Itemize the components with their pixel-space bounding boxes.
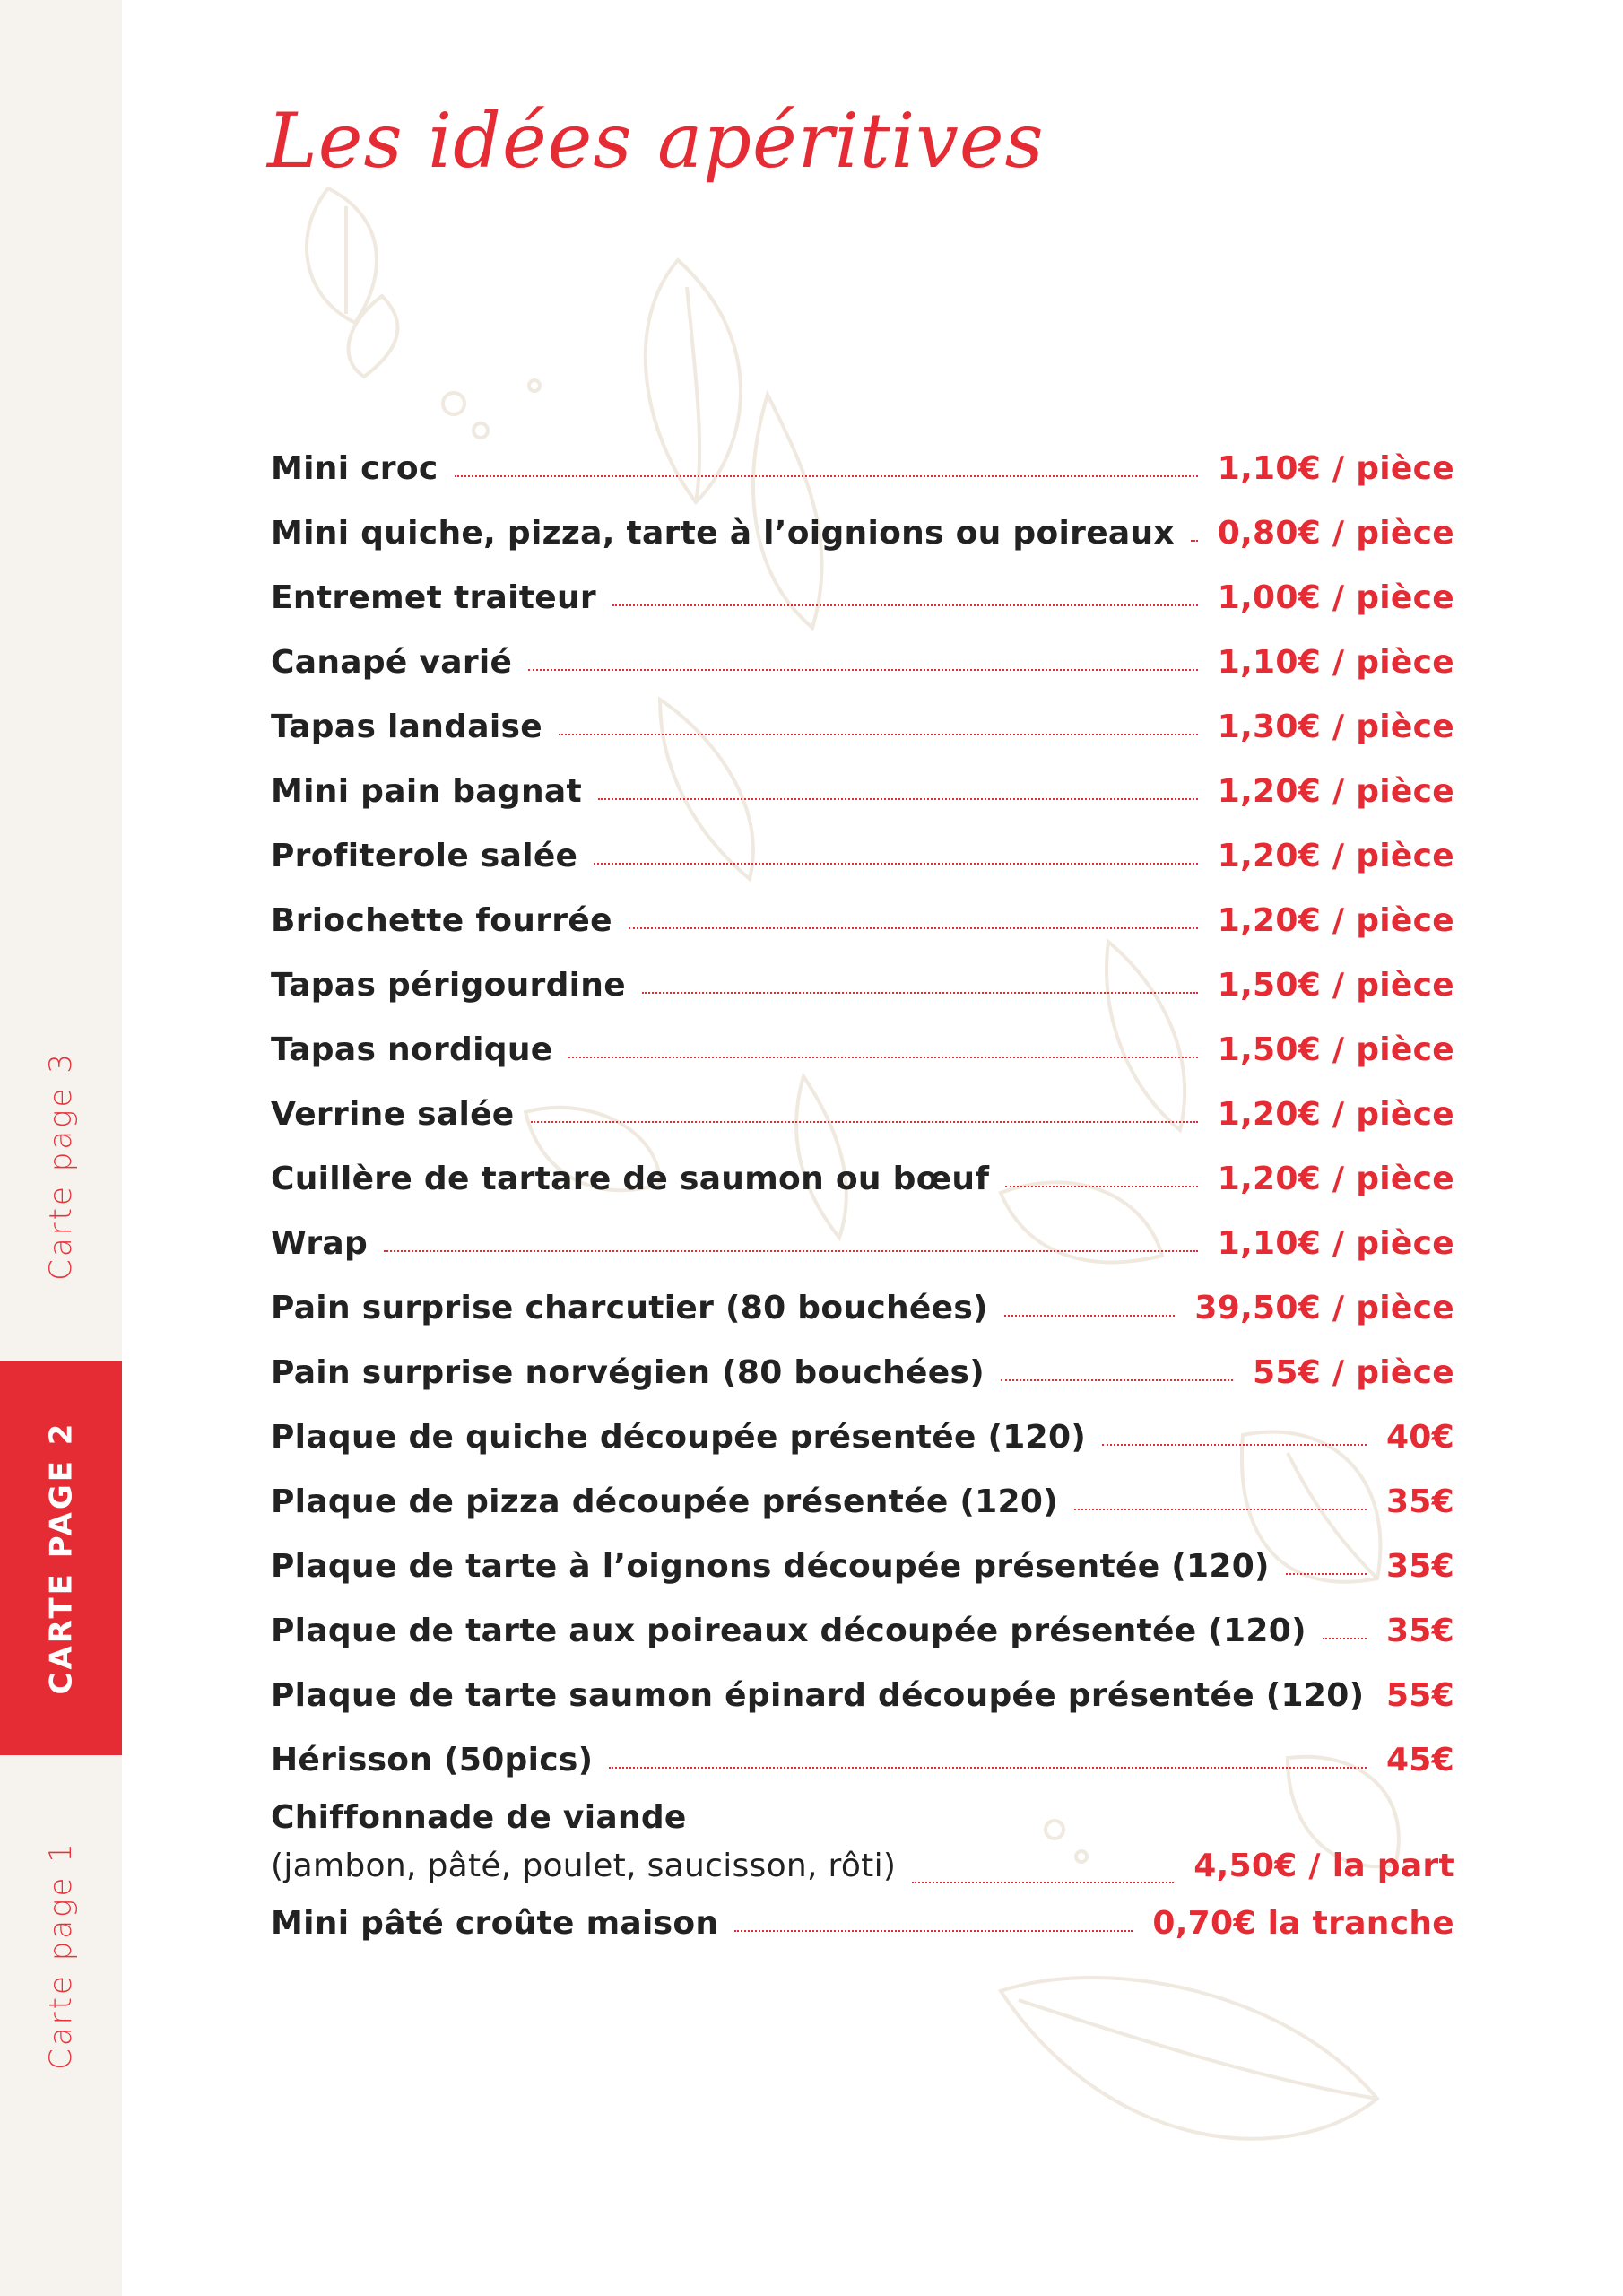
dotted-leader [384, 1250, 1198, 1252]
tab-carte-page-1[interactable] [0, 1803, 122, 2108]
item-name: Tapas nordique [271, 1031, 553, 1068]
item-name: Tapas périgourdine [271, 966, 626, 1004]
dotted-leader [1323, 1638, 1367, 1639]
dotted-leader [528, 669, 1198, 671]
menu-item [271, 1891, 1454, 1955]
menu-item [271, 436, 1454, 500]
menu-list [271, 436, 1454, 1955]
dotted-leader [1074, 1509, 1367, 1510]
item-price: 1,20€ / pièce [1217, 837, 1454, 874]
menu-item [271, 694, 1454, 759]
side-tab-strip [0, 0, 122, 2296]
menu-item [271, 1405, 1454, 1469]
item-price: 45€ [1385, 1741, 1454, 1779]
item-price: 55€ [1385, 1676, 1454, 1714]
item-price: 0,80€ / pièce [1217, 514, 1454, 552]
menu-item [271, 1598, 1454, 1663]
dotted-leader [1191, 540, 1198, 542]
item-price: 40€ [1385, 1418, 1454, 1456]
item-name: Plaque de tarte aux poireaux découpée présentée (120) [271, 1612, 1306, 1649]
item-name: Verrine salée [271, 1095, 515, 1133]
item-price: 1,20€ / pièce [1217, 1095, 1454, 1133]
page-title: Les idées apéritives [267, 97, 1045, 185]
menu-item [271, 1340, 1454, 1405]
tab-carte-page-3[interactable] [0, 1022, 122, 1309]
dotted-leader [1004, 1315, 1175, 1317]
item-price: 39,50€ / pièce [1194, 1289, 1454, 1326]
item-name: Pain surprise norvégien (80 bouchées) [271, 1353, 985, 1391]
item-price: 1,50€ / pièce [1217, 966, 1454, 1004]
item-name: Plaque de tarte à l’oignons découpée présentée (120) [271, 1547, 1270, 1585]
item-name: Cuillère de tartare de saumon ou bœuf [271, 1160, 990, 1197]
dotted-leader [1286, 1573, 1367, 1575]
dotted-leader [1102, 1444, 1367, 1446]
tab-carte-page-2[interactable] [0, 1361, 122, 1755]
item-price: 35€ [1385, 1483, 1454, 1520]
item-price: 1,20€ / pièce [1217, 772, 1454, 810]
dotted-leader [598, 798, 1198, 800]
menu-item [271, 823, 1454, 888]
item-price: 35€ [1385, 1547, 1454, 1585]
menu-item [271, 630, 1454, 694]
item-description: (jambon, pâté, poulet, saucisson, rôti) [271, 1848, 897, 1884]
item-name: Plaque de quiche découpée présentée (120) [271, 1418, 1087, 1456]
item-price: 1,10€ / pièce [1217, 449, 1454, 487]
item-price: 1,30€ / pièce [1217, 708, 1454, 745]
menu-item [271, 1275, 1454, 1340]
menu-item [271, 1792, 1454, 1891]
dotted-leader [734, 1930, 1133, 1932]
item-price: 1,10€ / pièce [1217, 1224, 1454, 1262]
item-name: Briochette fourrée [271, 901, 612, 939]
item-price: 1,20€ / pièce [1217, 901, 1454, 939]
menu-item [271, 1534, 1454, 1598]
dotted-leader [455, 475, 1198, 477]
menu-item [271, 1146, 1454, 1211]
item-name: Mini pain bagnat [271, 772, 582, 810]
item-name: Tapas landaise [271, 708, 542, 745]
menu-item [271, 500, 1454, 565]
dotted-leader [1005, 1186, 1198, 1187]
menu-item [271, 1727, 1454, 1792]
item-name: Hérisson (50pics) [271, 1741, 594, 1779]
menu-item [271, 1469, 1454, 1534]
tab-label: Carte page 3 [43, 1051, 80, 1281]
menu-item [271, 1017, 1454, 1082]
item-name: Mini croc [271, 449, 438, 487]
item-name: Chiffonnade de viande [271, 1799, 687, 1836]
item-name: Plaque de tarte saumon épinard découpée présentée (120) [271, 1676, 1365, 1714]
item-price: 35€ [1385, 1612, 1454, 1649]
menu-item [271, 952, 1454, 1017]
dotted-leader [642, 992, 1198, 994]
dotted-leader [912, 1882, 1174, 1883]
dotted-leader [559, 734, 1198, 735]
menu-item [271, 888, 1454, 952]
dotted-leader [594, 863, 1198, 865]
dotted-leader [531, 1121, 1198, 1123]
item-price: 1,00€ / pièce [1217, 578, 1454, 616]
item-name: Mini quiche, pizza, tarte à l’oignions ou poireaux [271, 514, 1175, 552]
item-price: 1,20€ / pièce [1217, 1160, 1454, 1197]
item-price: 1,50€ / pièce [1217, 1031, 1454, 1068]
item-name: Canapé varié [271, 643, 513, 681]
item-name: Entremet traiteur [271, 578, 596, 616]
menu-item [271, 1082, 1454, 1146]
menu-item [271, 759, 1454, 823]
dotted-leader [629, 927, 1198, 929]
item-price: 4,50€ / la part [1193, 1848, 1454, 1884]
dotted-leader [609, 1767, 1367, 1769]
dotted-leader [1001, 1379, 1233, 1381]
menu-item [271, 1663, 1454, 1727]
tab-label: CARTE PAGE 2 [43, 1421, 80, 1695]
item-name: Plaque de pizza découpée présentée (120) [271, 1483, 1058, 1520]
item-name: Wrap [271, 1224, 369, 1262]
menu-item [271, 565, 1454, 630]
dotted-leader [612, 604, 1198, 606]
item-price: 0,70€ la tranche [1152, 1904, 1454, 1942]
dotted-leader [568, 1057, 1198, 1058]
item-price: 1,10€ / pièce [1217, 643, 1454, 681]
menu-item [271, 1211, 1454, 1275]
item-name: Pain surprise charcutier (80 bouchées) [271, 1289, 988, 1326]
tab-label: Carte page 1 [43, 1840, 80, 2070]
item-name: Profiterole salée [271, 837, 578, 874]
item-name: Mini pâté croûte maison [271, 1904, 719, 1942]
item-price: 55€ / pièce [1253, 1353, 1454, 1391]
